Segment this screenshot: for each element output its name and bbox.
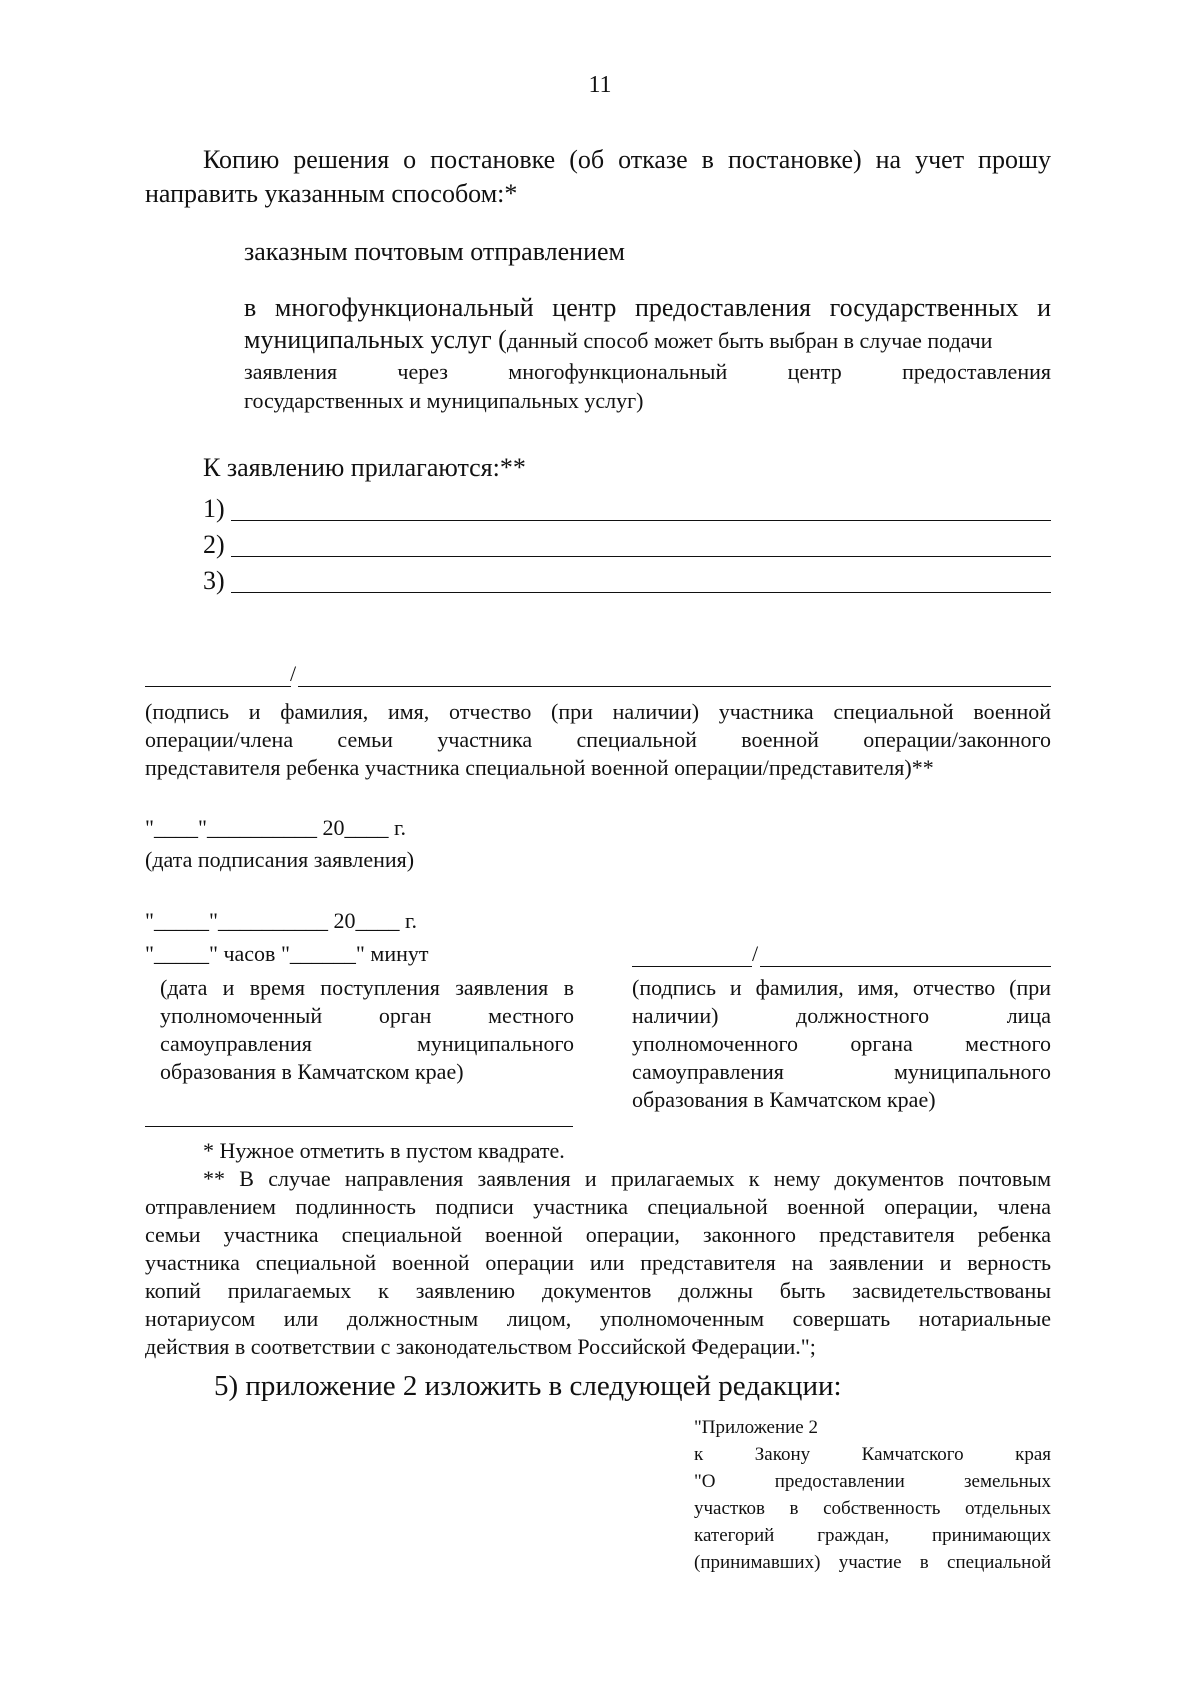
appendix-header-line5: категорий граждан, принимающих (694, 1525, 1051, 1546)
option-mfc-line2 (244, 324, 1051, 356)
attachments-heading: К заявлению прилагаются:** (203, 453, 526, 482)
sign-date-caption: (дата подписания заявления) (145, 847, 415, 872)
appendix-header (694, 1414, 1051, 1576)
option-mfc-line2-note: данный способ может быть выбран в случае подачи (506, 328, 993, 353)
attachment-item-1 (203, 492, 1051, 526)
footnote-2-line4: участника специальной военной операции или представителя на заявлении и верность (145, 1250, 1051, 1275)
official-signature-slash: / (752, 941, 759, 966)
appendix-header-line1: "Приложение 2 (694, 1417, 818, 1438)
footnote-2-line2: отправлением подлинность подписи участника специальной военной операции, члена (145, 1194, 1051, 1219)
appendix-header-line2: к Закону Камчатского края (694, 1444, 1051, 1465)
official-caption-line4: самоуправления муниципального (632, 1059, 1051, 1084)
option-mfc-line1: в многофункциональный центр предоставления государственных и (244, 293, 1051, 322)
receipt-caption-line1: (дата и время поступления заявления в (160, 975, 574, 1000)
footnote-2-line6: нотариусом или должностным лицом, уполномоченным совершать нотариальные (145, 1306, 1051, 1331)
attachment-number: 1) (203, 494, 225, 523)
applicant-signature-slash: / (290, 661, 297, 686)
copy-request-line2: направить указанным способом:* (145, 179, 518, 208)
receipt-date-line: "_____"__________ 20____ г. (145, 908, 418, 933)
receipt-caption (160, 974, 574, 1086)
applicant-signature-line (145, 686, 291, 687)
sign-date-line: "____"__________ 20____ г. (145, 815, 407, 840)
footnote-1: * Нужное отметить в пустом квадрате. (203, 1138, 565, 1163)
option-mfc-line3: заявления через многофункциональный центр предоставления (244, 359, 1051, 384)
applicant-caption-line1: (подпись и фамилия, имя, отчество (при наличии) участника специальной военной (145, 699, 1051, 724)
attachment-blank-line (231, 520, 1051, 521)
attachment-item-2 (203, 528, 1051, 562)
receipt-time-line: "_____" часов "______" минут (145, 941, 429, 966)
footnote-2-line7: действия в соответствии с законодательством Российской Федерации."; (145, 1334, 816, 1359)
official-caption (632, 974, 1051, 1114)
attachment-number: 2) (203, 530, 225, 559)
copy-request-line1: Копию решения о постановке (об отказе в постановке) на учет прошу (203, 145, 1051, 174)
official-caption-line3: уполномоченного органа местного (632, 1031, 1051, 1056)
option-mail: заказным почтовым отправлением (244, 237, 625, 266)
applicant-caption-line2: операции/члена семьи участника специальной военной операции/законного (145, 727, 1051, 752)
appendix-header-line3: "О предоставлении земельных (694, 1471, 1051, 1492)
official-caption-line2: наличии) должностного лица (632, 1003, 1051, 1028)
appendix-header-line4: участков в собственность отдельных (694, 1498, 1051, 1519)
page-number: 11 (588, 72, 612, 98)
receipt-caption-line2: уполномоченный орган местного (160, 1003, 574, 1028)
attachment-blank-line (231, 592, 1051, 593)
footnote-2-line3: семьи участника специальной военной операции, законного представителя ребенка (145, 1222, 1051, 1247)
attachment-item-3 (203, 564, 1051, 598)
attachment-number: 3) (203, 566, 225, 595)
receipt-caption-line3: самоуправления муниципального (160, 1031, 574, 1056)
official-signature-line (632, 966, 752, 967)
option-mfc-line4: государственных и муниципальных услуг) (244, 388, 644, 413)
official-caption-line1: (подпись и фамилия, имя, отчество (при (632, 975, 1051, 1000)
amendment-text: 5) приложение 2 изложить в следующей редакции: (214, 1370, 842, 1402)
applicant-caption-line3: представителя ребенка участника специальной военной операции/представителя)** (145, 755, 934, 780)
appendix-header-line6: (принимавших) участие в специальной (694, 1552, 1051, 1573)
footnote-separator (145, 1126, 573, 1127)
attachment-blank-line (231, 556, 1051, 557)
official-name-line (760, 966, 1051, 967)
applicant-name-line (298, 686, 1051, 687)
official-caption-line5: образования в Камчатском крае) (632, 1087, 936, 1112)
footnote-2-line1: ** В случае направления заявления и прилагаемых к нему документов почтовым (203, 1166, 1051, 1191)
receipt-caption-line4: образования в Камчатском крае) (160, 1059, 464, 1084)
footnote-2-line5: копий прилагаемых к заявлению документов должны быть засвидетельствованы (145, 1278, 1051, 1303)
option-mfc-line2-main: муниципальных услуг ( (244, 325, 507, 354)
